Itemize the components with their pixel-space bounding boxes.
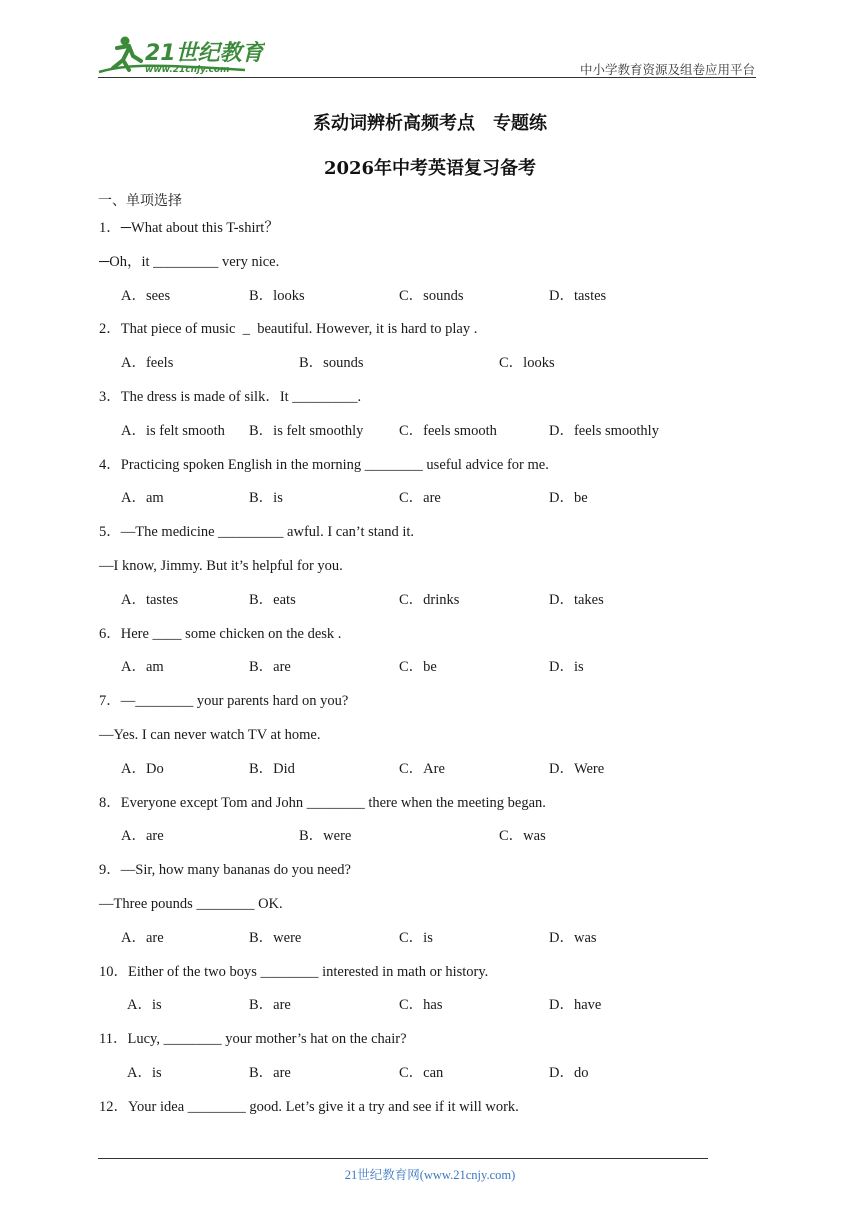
answer-option[interactable]: D．tastes — [549, 287, 607, 304]
question-stem: 1．─What about this T-shirt？ — [99, 220, 279, 236]
answer-option[interactable]: B．sounds — [299, 355, 364, 372]
answer-option[interactable]: D．have — [549, 997, 602, 1014]
answer-option[interactable]: A．am — [121, 490, 164, 507]
answer-option[interactable]: B．were — [249, 929, 302, 946]
answer-option[interactable]: C．drinks — [399, 591, 460, 608]
answer-option[interactable]: D．was — [549, 929, 597, 946]
answer-option[interactable]: A．am — [121, 659, 164, 676]
question-stem: 12．Your idea ________ good. Let’s give it a try and see if it will work. — [99, 1098, 519, 1115]
footer-link[interactable]: 21世纪教育网(www.21cnjy.com) — [344, 1168, 516, 1182]
answer-option[interactable]: B．Did — [249, 760, 295, 777]
answer-option[interactable]: C．can — [399, 1065, 444, 1081]
question-stem: 6．Here ____ some chicken on the desk . — [99, 625, 342, 642]
question-stem: 7．—________ your parents hard on you? — [99, 693, 349, 710]
question-stem: 8．Everyone except Tom and John ________ there when the meeting began. — [99, 794, 546, 811]
answer-option[interactable]: A．sees — [121, 287, 171, 304]
answer-option[interactable]: B．is felt smoothly — [249, 422, 364, 439]
answer-option[interactable]: B．were — [299, 828, 352, 845]
answer-option[interactable]: A．are — [121, 828, 164, 845]
answer-option[interactable]: C．be — [399, 659, 437, 676]
question-stem: 4．Practicing spoken English in the morning ________ useful advice for me. — [99, 456, 549, 473]
question-dialogue-line: —Three pounds ________ OK. — [99, 896, 283, 912]
answer-option[interactable]: C．Are — [399, 760, 445, 777]
answer-option[interactable]: C．is — [399, 929, 433, 946]
logo-text: 21世纪教育 — [145, 41, 264, 66]
answer-option[interactable]: B．eats — [249, 591, 296, 608]
answer-option[interactable]: D．Were — [549, 760, 605, 777]
answer-option[interactable]: A．is — [127, 1065, 162, 1081]
answer-option[interactable]: A．Do — [121, 760, 164, 777]
question-stem: 9．—Sir, how many bananas do you need? — [99, 862, 351, 879]
answer-option[interactable]: C．looks — [499, 355, 555, 372]
answer-option[interactable]: D．do — [549, 1065, 589, 1081]
question-stem: 3．The dress is made of silk．It _________. — [99, 389, 362, 405]
logo-url: www.21cnjy.com — [145, 65, 230, 75]
question-stem: 5．—The medicine _________ awful. I can’t stand it. — [99, 524, 415, 541]
question-stem: 2．That piece of music _ beautiful. However, it is hard to play . — [99, 321, 478, 338]
section-heading: 一、单项选择 — [98, 193, 182, 209]
answer-option[interactable]: B．are — [249, 659, 291, 676]
answer-option[interactable]: A．are — [121, 929, 164, 946]
question-dialogue-line: —Yes. I can never watch TV at home. — [99, 727, 321, 743]
answer-option[interactable]: C．are — [399, 490, 441, 507]
answer-option[interactable]: C．was — [499, 828, 546, 845]
header-divider — [98, 77, 756, 78]
question-stem: 10．Either of the two boys ________ interested in math or history. — [99, 963, 489, 980]
footer-divider — [98, 1158, 708, 1159]
answer-option[interactable]: B．are — [249, 997, 291, 1014]
answer-option[interactable]: A．is felt smooth — [121, 422, 225, 439]
answer-option[interactable]: D．takes — [549, 591, 604, 608]
question-dialogue-line: ─Oh，it _________ very nice. — [99, 253, 280, 270]
answer-option[interactable]: D．be — [549, 490, 588, 507]
answer-option[interactable]: C．feels smooth — [399, 422, 497, 439]
answer-option[interactable]: D．feels smoothly — [549, 422, 659, 439]
answer-option[interactable]: A．is — [127, 997, 162, 1014]
answer-option[interactable]: B．are — [249, 1065, 291, 1081]
answer-option[interactable]: D．is — [549, 659, 584, 676]
page-subtitle: 2026年中考英语复习备考 — [323, 158, 537, 179]
question-stem: 11．Lucy, ________ your mother’s hat on the chair? — [99, 1031, 407, 1048]
page-title: 系动词辨析高频考点 专题练 — [313, 113, 547, 134]
answer-option[interactable]: C．has — [399, 997, 443, 1014]
platform-name: 中小学教育资源及组卷应用平台 — [579, 62, 755, 77]
page-header — [0, 0, 860, 80]
answer-option[interactable]: C．sounds — [399, 287, 464, 304]
answer-option[interactable]: B．looks — [249, 287, 305, 304]
logo-21cnjy — [95, 34, 265, 78]
answer-option[interactable]: B．is — [249, 490, 283, 507]
answer-option[interactable]: A．feels — [121, 355, 174, 372]
answer-option[interactable]: A．tastes — [121, 591, 179, 608]
question-dialogue-line: —I know, Jimmy. But it’s helpful for you. — [99, 558, 343, 574]
